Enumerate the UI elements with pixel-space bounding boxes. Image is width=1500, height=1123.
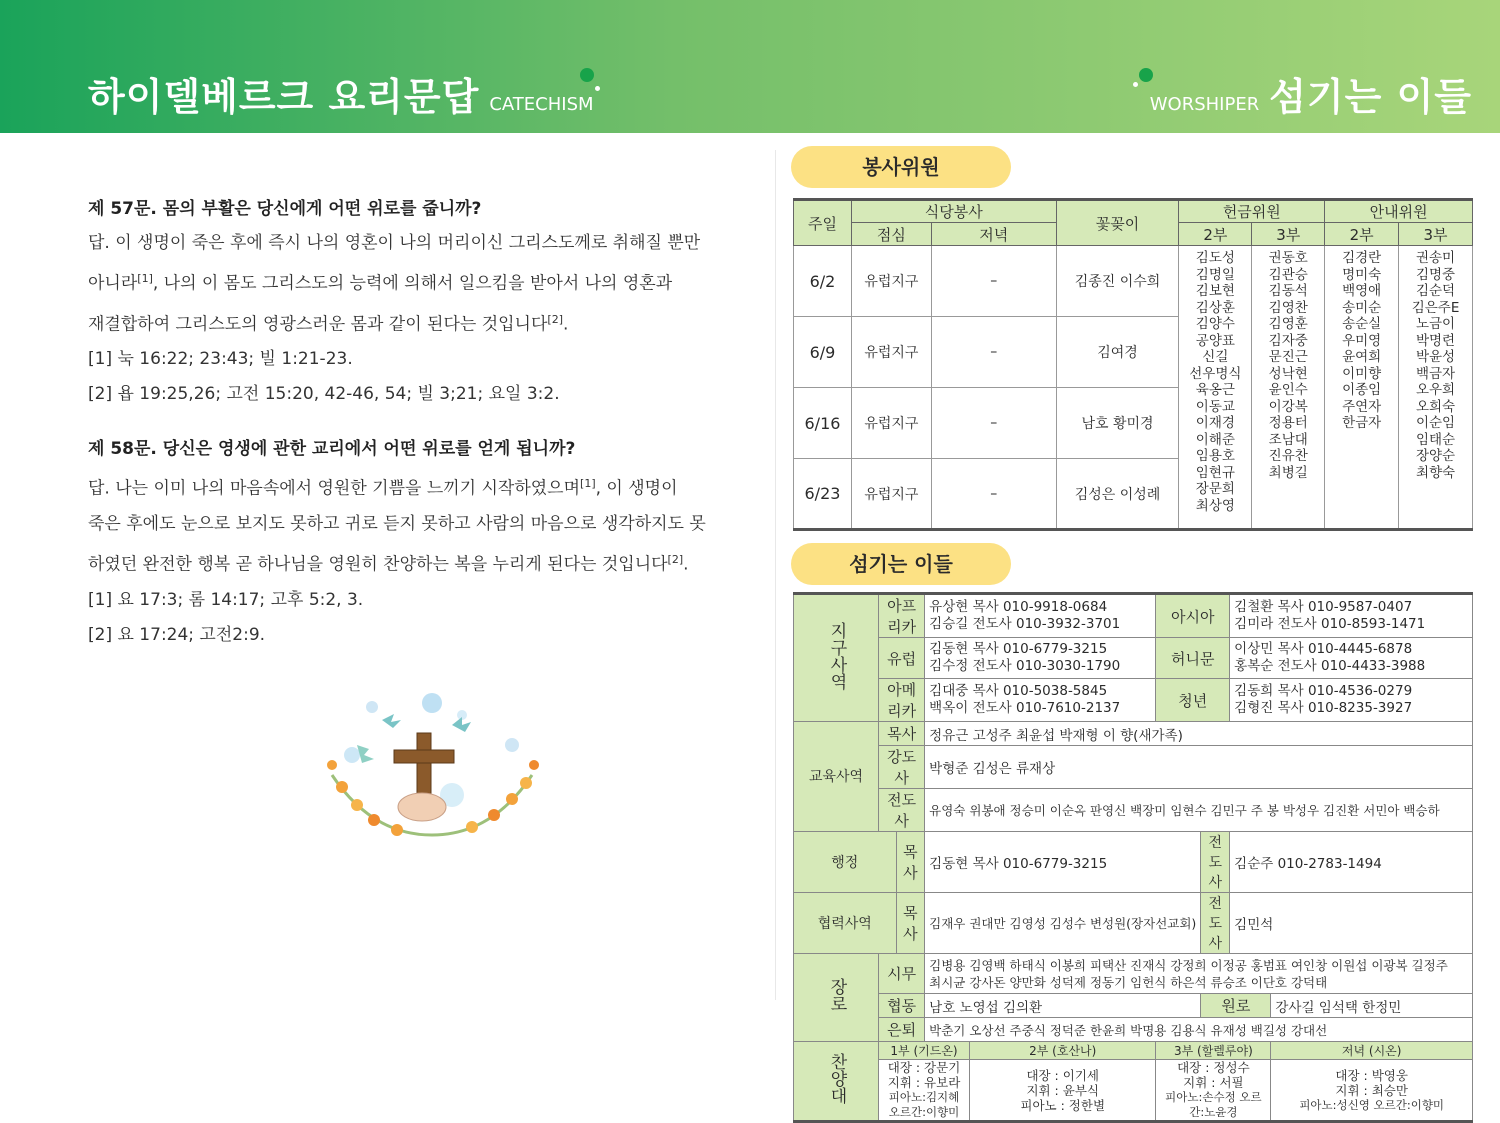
- person-name: 김상훈: [1195, 299, 1235, 316]
- person-name: 이재경: [1195, 415, 1235, 431]
- person-name: 박윤성: [1415, 349, 1456, 365]
- answer-line: 죽은 후에도 눈으로 보지도 못하고 귀로 듣지 못하고 사람의 마음으로 생각하지도 못: [88, 513, 706, 534]
- person-name: 임현규: [1195, 464, 1235, 481]
- decor-dot: [595, 86, 600, 91]
- person-name: 명미숙: [1342, 266, 1382, 283]
- person-name: 이동교: [1195, 398, 1235, 415]
- person-name: 윤여희: [1342, 349, 1382, 365]
- person-name: 송미순: [1342, 299, 1382, 316]
- person-name: 김순덕: [1415, 283, 1456, 299]
- person-name: 우미영: [1342, 332, 1382, 349]
- guide-2-list: [1325, 246, 1399, 530]
- person-name: 장문희: [1195, 481, 1235, 497]
- table-row: 6/2 유럽지구 – 김종진 이수희 김도성 김명일 김보현 김상훈 김양수 공양표 신길 선우명식 육옹근 이동교 이재경 이해준 임용호 임현규 장문희 최상영 권동호 김관승 김동석 김영찬 김영훈 김자중 문진근 성낙현 윤인수 이강복 정용터 조남대 진유찬 최병길 김경란 명미숙 백영애 송미순 송순실 우미영 윤여희 이미향 이종임 주연자 한금자 권송미 김명중 김순덕 김은주E 노금이 박명련 박윤성 백금자 오우희 오희숙 이순임 임태순 장양순 최향숙: [794, 246, 1473, 317]
- worshiper-subtitle: WORSHIPER: [1149, 94, 1260, 115]
- answer-line: 하였던 완전한 행복 곧 하나님을 영원히 찬양하는 복을 누리게 된다는 것입니다[2].: [88, 552, 689, 575]
- servers-table: 지구사역 아프리카 유상현 목사 010-9918-0684 김승길 전도사 010-3932-3701 아시아 김철환 목사 010-9587-0407 김미라 전도사 010-8593-1471 유럽 김동현 목사 010-6779-3215 김수정 전도사 010-3030-1790 허니문 이상민 목사 010-4445-6878 홍복순 전도사 010-4433-3988 아메리카 김대중 목사 010-5038-5845 백옥이 전도사 010-7610-2137 청년 김동희 목사 010-4536-0279 김형진 목사 010-8235-3927 교육사역 목사 정유근 고성주 최윤섭 박재형 이 향(새가족) 강도사 박형준 김성은 류재상 전도사 유영숙 위봉애 정승미 이순옥 판영신 백장미 임현수 김민구 주 봉 박성우 김진환 서민아 백승하 행정 목사 김동현 목사 010-6779-3215 전도사 김순주 010-2783-1494 협력사역 목사 김재우 권대만 김영성 김성수 변성원(장자선교회) 전도사 김민석 장로 시무 김병용 김영백 하태식 이봉희 피택산 진재식 강정희 이정공 홍범표 여인창 이원섭 이광복 길정주 최시균 강사돈 양만화 성덕제 정동기 임헌식 하은석 류승조 이단호 강덕태 협동 남호 노영섭 김의환 원로 강사길 임석택 한정민 은퇴 박춘기 오상선 주중식 정덕준 한윤희 박명용 김용식 유재성 백길성 강대선 찬양대 1부 (기드온) 2부 (호산나) 3부 (할렐루야) 저녁 (시온) 대장 : 강문기 지휘 : 유보라 피아노:김지혜 오르간:이향미 대장 : 이기세 지휘 : 윤부식 피아노 : 정한별 대장 : 정성수 지휘 : 서필 피아노:손수정 오르간:노윤경 대장 : 박영웅 지휘 : 최승만 피아노:성신영 오르간:이향미: [793, 592, 1473, 1123]
- person-name: 김도성: [1195, 250, 1235, 266]
- person-name: 진유찬: [1268, 448, 1308, 464]
- answer-line: 아니라[1], 나의 이 몸도 그리스도의 능력에 의해서 일으킴을 받아서 나의 영혼과: [88, 272, 673, 294]
- person-name: 김양수: [1195, 316, 1235, 332]
- col-dinner: 저녁: [931, 223, 1056, 246]
- col-guide-3: 3부: [1399, 223, 1473, 246]
- person-name: 선우명식: [1189, 365, 1242, 382]
- person-name: 신길: [1202, 349, 1229, 365]
- person-name: 백금자: [1415, 365, 1456, 382]
- col-offering-3: 3부: [1252, 223, 1325, 246]
- person-name: 김명일: [1195, 266, 1235, 283]
- person-name: 권송미: [1415, 250, 1456, 266]
- person-name: 장양순: [1415, 448, 1456, 464]
- offering-3-list: [1252, 246, 1325, 530]
- person-name: 문진근: [1268, 349, 1308, 365]
- worshiper-heading: [1150, 66, 1472, 121]
- col-flower: 꽃꽂이: [1056, 200, 1179, 246]
- district-category: 지구사역: [794, 594, 879, 722]
- person-name: 공양표: [1195, 332, 1235, 349]
- col-offering-2: 2부: [1179, 223, 1252, 246]
- decor-dot: [580, 68, 594, 82]
- person-name: 이강복: [1268, 398, 1308, 415]
- worshiper-title: 섬기는 이들: [1269, 75, 1472, 119]
- cross-wreath-illustration: [312, 695, 552, 845]
- table-row: 6/16 유럽지구 – 남호 황미경: [794, 388, 1473, 459]
- guide-3-list: [1399, 246, 1473, 530]
- catechism-title: 하이델베르크 요리문답: [88, 75, 480, 119]
- person-name: 성낙현: [1268, 365, 1308, 382]
- person-name: 오희숙: [1415, 398, 1456, 415]
- decor-dot: [1139, 68, 1153, 82]
- person-name: 윤인수: [1268, 382, 1308, 398]
- person-name: 이순임: [1415, 415, 1456, 431]
- person-name: 김보현: [1195, 283, 1235, 299]
- service-table: [793, 198, 1473, 531]
- person-name: 송순실: [1342, 316, 1382, 332]
- table-row: 6/23 유럽지구 – 김성은 이성례: [794, 459, 1473, 530]
- col-meal: 식당봉사: [851, 200, 1056, 223]
- answer-line: 재결합하여 그리스도의 영광스러운 몸과 같이 된다는 것입니다[2].: [88, 312, 569, 335]
- choir-category: 찬양대: [794, 1042, 879, 1122]
- person-name: 권동호: [1268, 250, 1308, 266]
- reference-line: [2] 요 17:24; 고전2:9.: [88, 624, 266, 645]
- education-category: 교육사역: [794, 722, 879, 832]
- answer-line: 답. 이 생명이 죽은 후에 즉시 나의 영혼이 나의 머리이신 그리스도께로 취해질 뿐만: [88, 233, 701, 253]
- person-name: 김관승: [1268, 266, 1308, 283]
- col-lunch: 점심: [851, 223, 931, 246]
- reference-line: [1] 눅 16:22; 23:43; 빌 1:21-23.: [88, 349, 353, 370]
- person-name: 육옹근: [1195, 382, 1235, 398]
- reference-line: [1] 요 17:3; 롬 14:17; 고후 5:2, 3.: [88, 589, 364, 610]
- offering-2-list: [1179, 246, 1252, 530]
- header-banner: [0, 0, 1500, 133]
- service-section-title: 봉사위원: [791, 146, 1011, 188]
- person-name: 김동석: [1268, 283, 1308, 299]
- column-divider: [775, 150, 776, 1000]
- person-name: 김명중: [1415, 266, 1456, 283]
- person-name: 조남대: [1268, 431, 1308, 448]
- reference-line: [2] 욥 19:25,26; 고전 15:20, 42-46, 54; 빌 3;21; 요일 3:2.: [88, 384, 560, 405]
- person-name: 최향숙: [1415, 464, 1456, 481]
- person-name: 김자중: [1268, 332, 1308, 349]
- col-guide-2: 2부: [1325, 223, 1399, 246]
- question-58: 제 58문. 당신은 영생에 관한 교리에서 어떤 위로를 얻게 됩니까?: [88, 439, 576, 460]
- elder-category: 장로: [794, 954, 879, 1042]
- person-name: 임태순: [1415, 431, 1456, 448]
- person-name: 이종임: [1342, 382, 1382, 398]
- person-name: 김영훈: [1268, 316, 1308, 332]
- person-name: 최상영: [1195, 497, 1235, 514]
- catechism-heading: [88, 66, 594, 121]
- person-name: 백영애: [1342, 283, 1382, 299]
- col-guide: 안내위원: [1325, 200, 1473, 223]
- person-name: 이미향: [1342, 365, 1382, 382]
- person-name: 김은주E: [1411, 299, 1460, 316]
- servers-section-title: 섬기는 이들: [791, 543, 1011, 585]
- person-name: 박명련: [1415, 332, 1456, 349]
- catechism-subtitle: CATECHISM: [489, 94, 594, 115]
- decor-dot: [1133, 82, 1138, 87]
- person-name: 임용호: [1195, 448, 1235, 464]
- table-row: 6/9 유럽지구 – 김여경: [794, 317, 1473, 388]
- person-name: 김경란: [1342, 250, 1382, 266]
- col-date: 주일: [794, 200, 852, 246]
- person-name: 정용터: [1268, 415, 1308, 431]
- person-name: 최병길: [1268, 464, 1308, 481]
- person-name: 노금이: [1415, 316, 1456, 332]
- person-name: 오우희: [1415, 382, 1456, 398]
- person-name: 한금자: [1342, 415, 1382, 431]
- person-name: 이해준: [1195, 431, 1235, 448]
- question-57: 제 57문. 몸의 부활은 당신에게 어떤 위로를 줍니까?: [88, 199, 482, 219]
- person-name: 주연자: [1342, 398, 1382, 415]
- catechism-content: [88, 192, 748, 653]
- answer-line: 답. 나는 이미 나의 마음속에서 영원한 기쁨을 느끼기 시작하였으며[1], 이 생명이: [88, 477, 678, 499]
- person-name: 김영찬: [1268, 299, 1308, 316]
- col-offering: 헌금위원: [1179, 200, 1325, 223]
